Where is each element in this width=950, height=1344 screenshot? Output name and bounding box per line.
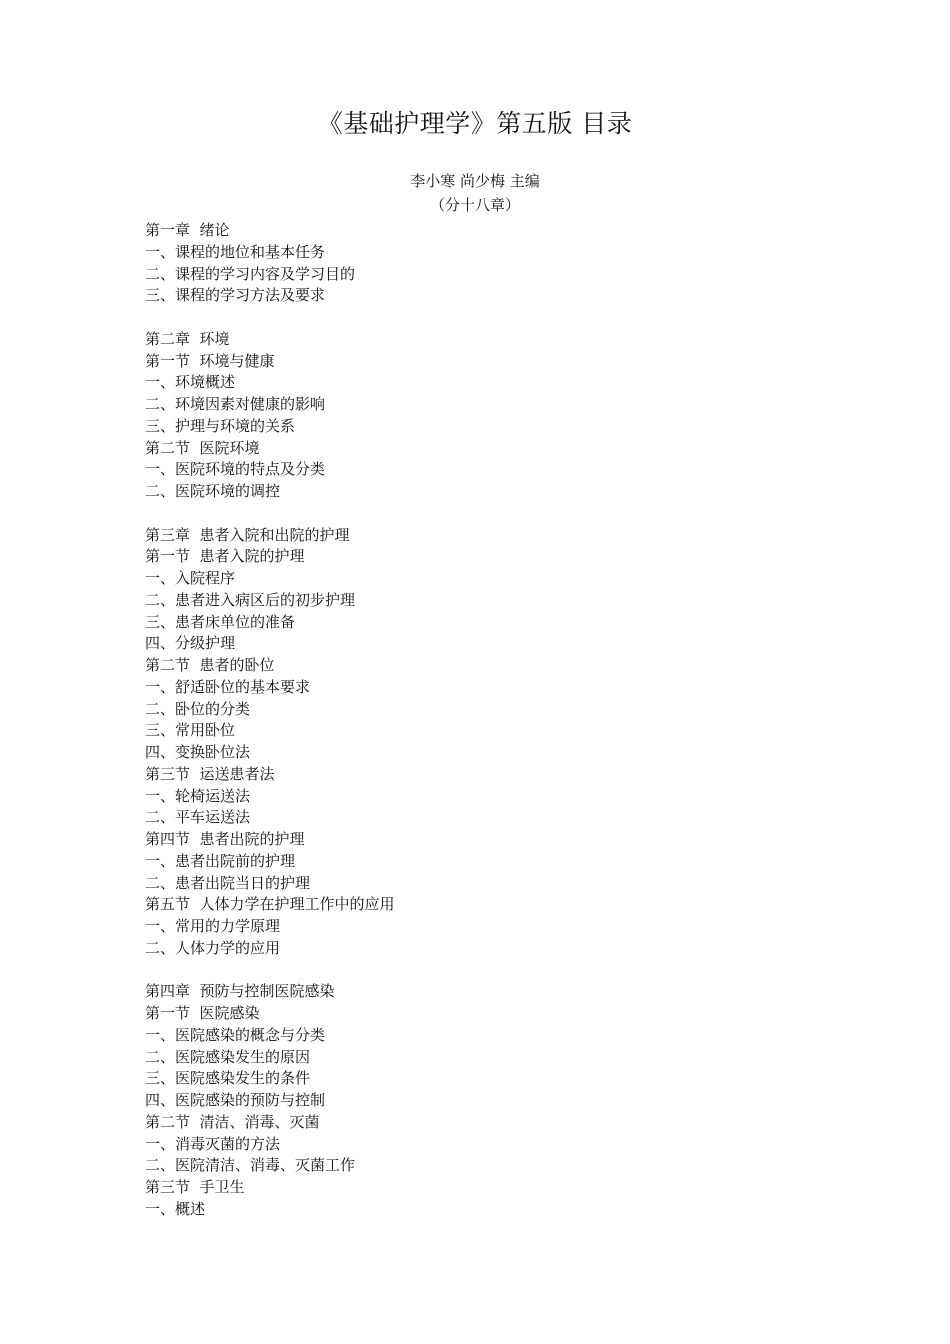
toc-chapter-group — [145, 525, 845, 960]
chapter-count-note: （分十八章） — [429, 196, 520, 214]
toc-entry: 一、消毒灭菌的方法 — [145, 1134, 281, 1153]
toc-entry: 第五节 人体力学在护理工作中的应用 — [145, 895, 395, 914]
toc-entry: 二、卧位的分类 — [145, 699, 251, 718]
toc-entry: 四、变换卧位法 — [145, 743, 251, 761]
chapter-heading: 第四章 预防与控制医院感染 — [145, 982, 335, 1001]
toc-entry: 一、概述 — [145, 1199, 206, 1218]
toc-entry: 一、轮椅运送法 — [145, 786, 251, 805]
toc-entry: 第二节 清洁、消毒、灭菌 — [145, 1112, 320, 1131]
toc-entry: 一、医院环境的特点及分类 — [145, 460, 326, 479]
chapter-heading: 第二章 环境 — [145, 329, 230, 348]
toc-entry: 四、医院感染的预防与控制 — [145, 1091, 326, 1109]
toc-entry: 二、环境因素对健康的影响 — [145, 395, 326, 413]
toc-entry: 三、医院感染发生的条件 — [145, 1069, 311, 1088]
toc-entry: 二、平车运送法 — [145, 808, 251, 827]
toc-entry: 第一节 患者入院的护理 — [145, 547, 305, 566]
toc-entry: 二、患者出院当日的护理 — [145, 873, 311, 892]
toc-entry: 第一节 环境与健康 — [145, 351, 275, 370]
toc-entry: 三、常用卧位 — [145, 721, 236, 740]
toc-entry: 第一节 医院感染 — [145, 1004, 260, 1022]
toc-entry: 二、医院感染发生的原因 — [145, 1047, 311, 1066]
editors-line: 李小寒 尚少梅 主编 — [410, 172, 540, 190]
toc-entry: 一、患者出院前的护理 — [145, 851, 296, 870]
chapter-heading: 第三章 患者入院和出院的护理 — [145, 525, 350, 544]
toc-entry: 一、课程的地位和基本任务 — [145, 242, 326, 261]
document-title: 《基础护理学》第五版 目录 — [317, 109, 633, 138]
toc-entry: 三、课程的学习方法及要求 — [145, 286, 326, 305]
toc-entry: 一、环境概述 — [145, 373, 236, 392]
toc-entry: 二、人体力学的应用 — [145, 938, 281, 957]
toc-entry: 第二节 医院环境 — [145, 438, 260, 457]
toc-entry: 三、护理与环境的关系 — [145, 416, 296, 435]
toc-entry: 一、入院程序 — [145, 569, 236, 587]
chapter-heading: 第一章 绪论 — [145, 221, 230, 239]
toc-chapter-group — [145, 329, 845, 503]
toc-chapter-group — [145, 220, 845, 307]
toc-entry: 第二节 患者的卧位 — [145, 656, 275, 674]
toc-entry: 一、医院感染的概念与分类 — [145, 1025, 326, 1044]
toc-entry: 第三节 运送患者法 — [145, 764, 275, 783]
table-of-contents — [145, 220, 845, 1242]
toc-entry: 二、课程的学习内容及学习目的 — [145, 264, 356, 283]
toc-entry: 二、医院环境的调控 — [145, 482, 281, 500]
toc-entry: 第四节 患者出院的护理 — [145, 830, 305, 848]
toc-chapter-group — [145, 981, 845, 1220]
toc-entry: 二、患者进入病区后的初步护理 — [145, 590, 356, 609]
toc-entry: 一、舒适卧位的基本要求 — [145, 677, 311, 696]
toc-entry: 四、分级护理 — [145, 634, 236, 653]
toc-entry: 三、患者床单位的准备 — [145, 612, 296, 631]
toc-entry: 一、常用的力学原理 — [145, 917, 281, 935]
toc-entry: 二、医院清洁、消毒、灭菌工作 — [145, 1156, 356, 1175]
toc-entry: 第三节 手卫生 — [145, 1178, 245, 1196]
